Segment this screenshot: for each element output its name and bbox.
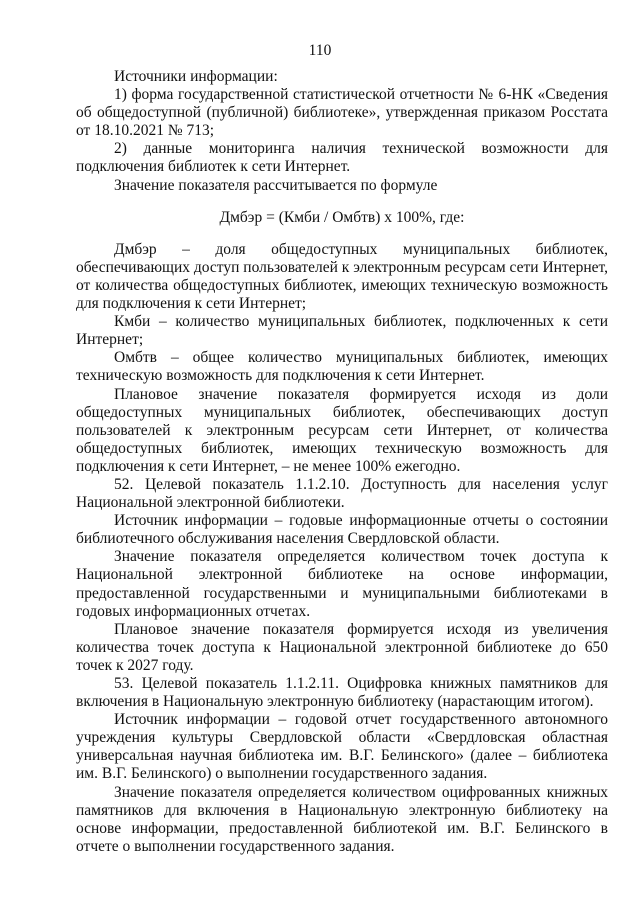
paragraph-planned-value-1: Плановое значение показателя формируется исходя из доли общедоступных муниципальных библиотек, обеспечивающих доступ пользователей к электронным ресурсам сети Интернет, от количества общедоступных библиотек, имеющих техническую возможность для подключения к сети Интернет, – не менее 100% ежегодно. [76, 385, 608, 475]
paragraph-source-52: Источник информации – годовые информационные отчеты о состоянии библиотечного обслуживания населения Свердловской области. [76, 512, 608, 548]
paragraph-source-form-6nk: 1) форма государственной статистической отчетности № 6-НК «Сведения об общедоступной (публичной) библиотеке», утвержденная приказом Росстата от 18.10.2021 № 713; [76, 86, 608, 140]
formula: Дмбэр = (Кмби / Омбтв) x 100%, где: [219, 208, 465, 226]
paragraph-definition-ombtv: Омбтв – общее количество муниципальных библиотек, имеющих техническую возможность для подключения к сети Интернет. [76, 349, 608, 385]
paragraph-source-monitoring: 2) данные мониторинга наличия технической возможности для подключения библиотек к сети Интернет. [76, 140, 608, 176]
page-number: 110 [308, 42, 332, 59]
paragraph-definition-kmbi: Кмби – количество муниципальных библиотек, подключенных к сети Интернет; [76, 313, 608, 349]
paragraph-source-53: Источник информации – годовой отчет государственного автономного учреждения культуры Свердловской области «Свердловская областная универсальная научная библиотека им. В.Г. Белинского» (далее – библиотека им. В.Г. Белинского) о выполнении государственного задания. [76, 711, 608, 783]
document-body [76, 68, 608, 856]
paragraph-indicator-52: 52. Целевой показатель 1.1.2.10. Доступность для населения услуг Национальной электронной библиотеки. [76, 475, 608, 512]
paragraph-definition-dmber: Дмбэр – доля общедоступных муниципальных библиотек, обеспечивающих доступ пользователей к электронным ресурсам сети Интернет, от количества общедоступных библиотек, имеющих техническую возможность для подключения к сети Интернет; [76, 240, 608, 313]
paragraph-formula-intro: Значение показателя рассчитывается по формуле [114, 176, 438, 194]
paragraph-indicator-53: 53. Целевой показатель 1.1.2.11. Оцифровка книжных памятников для включения в Национальную электронную библиотеку (нарастающим итогом). [76, 675, 608, 711]
paragraph-planned-value-52: Плановое значение показателя формируется исходя из увеличения количества точек доступа к Национальной электронной библиотеке до 650 точек к 2027 году. [76, 620, 608, 674]
paragraph-sources-heading: Источники информации: [114, 68, 278, 85]
paragraph-value-53: Значение показателя определяется количеством оцифрованных книжных памятников для включения в Национальную электронную библиотеку на основе информации, предоставленной библиотекой им. В.Г. Белинского в отчете о выполнении государственного задания. [76, 783, 608, 855]
paragraph-value-52: Значение показателя определяется количеством точек доступа к Национальной электронной библиотеке на основе информации, предоставленной государственными и муниципальными библиотеками в годовых информационных отчетах. [76, 548, 608, 620]
